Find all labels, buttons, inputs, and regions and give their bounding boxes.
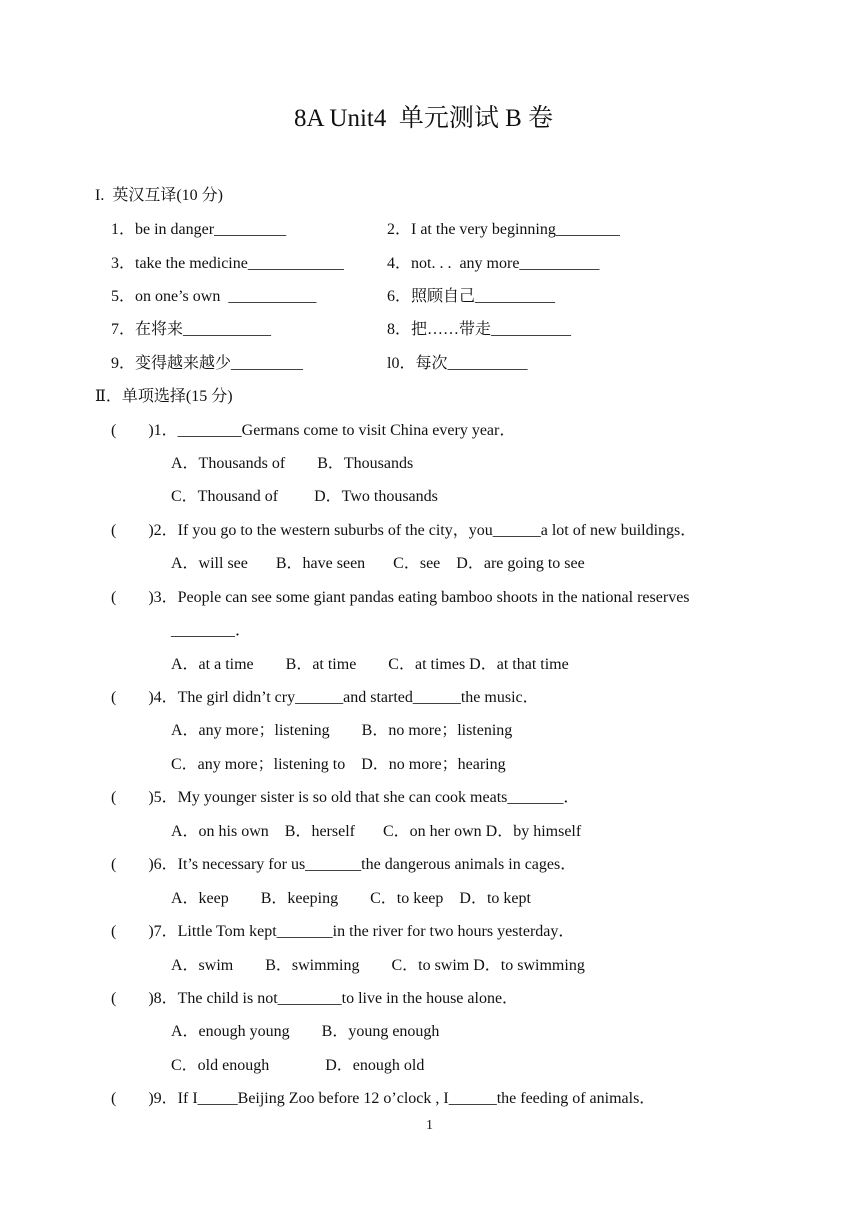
- section-2-heading: Ⅱ．单项选择(15 分): [95, 388, 233, 405]
- vocab-item-1: 1．be in danger_________: [111, 221, 287, 238]
- question-4-options-b: C．any more；listening to D．no more；hearing: [171, 756, 506, 773]
- question-7-stem: ( )7．Little Tom kept_______in the river for two hours yesterday．: [111, 923, 575, 940]
- page-title: 8A Unit4 单元测试 B 卷: [294, 105, 554, 132]
- vocab-item-2: 2．I at the very beginning________: [387, 221, 620, 238]
- question-8-options-a: A．enough young B．young enough: [171, 1023, 440, 1040]
- question-2-options: A．will see B．have seen C．see D．are going to see: [171, 555, 585, 572]
- question-7-options: A．swim B．swimming C．to swim D．to swimming: [171, 957, 585, 974]
- question-1-options-b: C．Thousand of D．Two thousands: [171, 488, 438, 505]
- vocab-item-3: 3．take the medicine____________: [111, 255, 344, 272]
- vocab-item-6: 6．照顾自己__________: [387, 288, 556, 305]
- question-6-options: A．keep B．keeping C．to keep D．to kept: [171, 890, 531, 907]
- question-8-options-b: C．old enough D．enough old: [171, 1057, 425, 1074]
- vocab-item-7: 7．在将来___________: [111, 321, 272, 338]
- vocab-item-4: 4．not. . . any more__________: [387, 255, 600, 272]
- vocab-item-5: 5．on one’s own ___________: [111, 288, 317, 305]
- question-6-stem: ( )6．It’s necessary for us_______the dangerous animals in cages．: [111, 856, 577, 873]
- question-3-options: A．at a time B．at time C．at times D．at that time: [171, 656, 569, 673]
- vocab-item-10: l0．每次__________: [387, 355, 528, 372]
- question-1-stem: ( )1．________Germans come to visit China every year．: [111, 422, 516, 439]
- question-3-stem: ( )3．People can see some giant pandas eating bamboo shoots in the national reserves: [111, 589, 690, 606]
- question-9-stem: ( )9．If I_____Beijing Zoo before 12 o’clock , I______the feeding of animals．: [111, 1090, 656, 1107]
- question-4-options-a: A．any more；listening B．no more；listening: [171, 722, 513, 739]
- vocab-item-8: 8．把……带走__________: [387, 321, 572, 338]
- question-4-stem: ( )4．The girl didn’t cry______and started______the music．: [111, 689, 539, 706]
- question-2-stem: ( )2．If you go to the western suburbs of the city，you______a lot of new buildings．: [111, 522, 697, 539]
- vocab-item-9: 9．变得越来越少_________: [111, 355, 304, 372]
- section-1-heading: I. 英汉互译(10 分): [95, 187, 223, 204]
- question-5-stem: ( )5．My younger sister is so old that she can cook meats_______．: [111, 789, 580, 806]
- question-1-options-a: A．Thousands of B．Thousands: [171, 455, 414, 472]
- question-3-continuation: ________．: [171, 622, 252, 639]
- page-number: 1: [426, 1118, 433, 1133]
- question-5-options: A．on his own B．herself C．on her own D．by himself: [171, 823, 582, 840]
- question-8-stem: ( )8．The child is not________to live in the house alone．: [111, 990, 519, 1007]
